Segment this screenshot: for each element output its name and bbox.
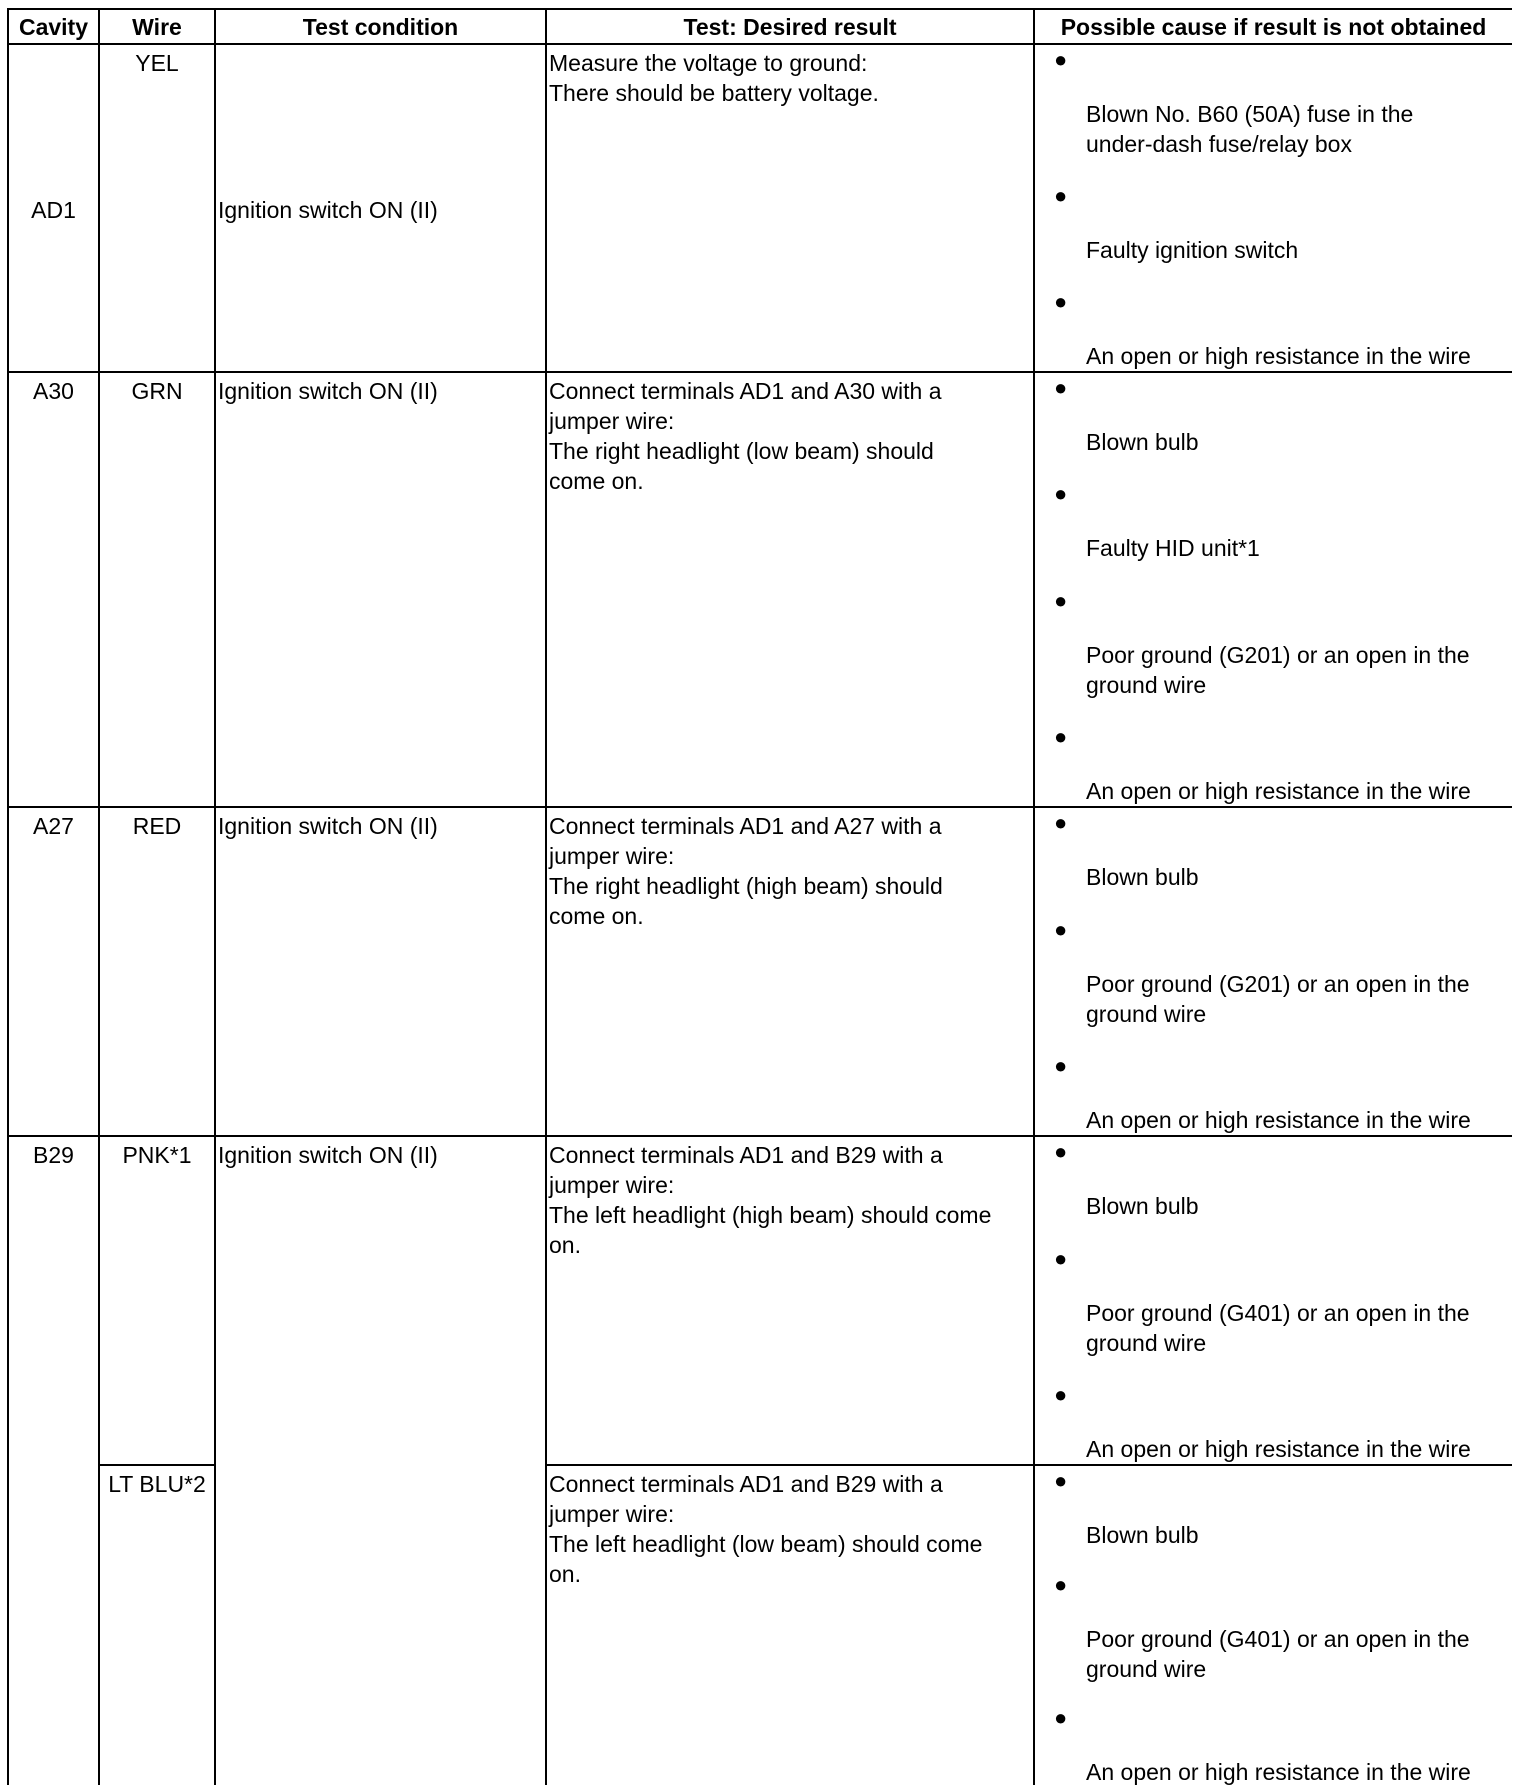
cause-line: An open or high resistance in the wire <box>1086 1759 1471 1785</box>
bullet-dot-icon: ● <box>1054 289 1068 314</box>
cause-text <box>1035 509 1512 563</box>
result-line: Connect terminals AD1 and A30 with a <box>549 378 942 404</box>
result-line: come on. <box>549 468 644 494</box>
result-cell <box>546 1136 1034 1465</box>
result-line: Connect terminals AD1 and B29 with a <box>549 1471 943 1497</box>
result-line: The left headlight (low beam) should come <box>549 1531 983 1557</box>
cause-item <box>1035 1137 1512 1221</box>
result-cell <box>546 372 1034 807</box>
cause-text <box>1035 75 1512 159</box>
result-line: Measure the voltage to ground: <box>549 50 868 76</box>
cause-line: ground wire <box>1086 1329 1207 1356</box>
cause-line: Poor ground (G401) or an open in the <box>1086 1625 1470 1652</box>
bullet-dot-icon: ● <box>1054 1468 1068 1493</box>
cause-line: ground wire <box>1086 1000 1207 1027</box>
bullet-dot-icon: ● <box>1054 375 1068 400</box>
headlight-test-table <box>7 8 1512 1785</box>
cause-text <box>1035 1274 1512 1358</box>
cause-list <box>1035 373 1512 806</box>
bullet-dot-icon: ● <box>1054 1245 1068 1271</box>
cause-text <box>1035 403 1512 457</box>
condition-cell: Ignition switch ON (II) <box>215 372 546 807</box>
cause-line: ground wire <box>1086 1655 1207 1682</box>
result-line: The right headlight (low beam) should <box>549 438 934 464</box>
table-row <box>8 44 1512 372</box>
bullet-dot-icon: ● <box>1054 183 1068 208</box>
wire-cell: LT BLU*2 <box>99 1465 215 1785</box>
result-line: Connect terminals AD1 and A27 with a <box>549 813 942 839</box>
bullet-dot-icon: ● <box>1054 1382 1068 1407</box>
wire-cell: YEL <box>99 44 215 372</box>
result-cell <box>546 1465 1034 1785</box>
causes-cell <box>1034 807 1512 1136</box>
cavity-cell: A27 <box>8 807 99 1136</box>
header-cavity: Cavity <box>8 9 99 44</box>
condition-cell: Ignition switch ON (II) <box>215 44 546 372</box>
cause-line: An open or high resistance in the wire <box>1086 777 1471 804</box>
cause-text <box>1035 211 1512 265</box>
result-line: on. <box>549 1561 581 1587</box>
bullet-dot-icon: ● <box>1054 587 1068 613</box>
cause-list <box>1035 808 1512 1135</box>
cause-text <box>1035 317 1512 371</box>
cause-text <box>1035 616 1512 700</box>
cause-item <box>1035 586 1512 700</box>
cause-item <box>1035 373 1512 457</box>
result-line: Connect terminals AD1 and B29 with a <box>549 1142 943 1168</box>
cause-item <box>1035 1380 1512 1464</box>
bullet-dot-icon: ● <box>1054 47 1068 72</box>
result-cell <box>546 44 1034 372</box>
cause-text <box>1035 752 1512 806</box>
table-row <box>8 807 1512 1136</box>
cause-text <box>1035 1410 1512 1464</box>
bullet-dot-icon: ● <box>1054 1053 1068 1078</box>
result-line: jumper wire: <box>549 843 675 869</box>
cause-text <box>1035 1167 1512 1221</box>
cause-item <box>1035 1051 1512 1135</box>
table-row <box>8 1136 1512 1465</box>
bullet-dot-icon: ● <box>1054 810 1068 835</box>
cause-text <box>1035 838 1512 892</box>
causes-cell <box>1034 1136 1512 1465</box>
header-test-condition: Test condition <box>215 9 546 44</box>
result-cell <box>546 807 1034 1136</box>
result-line: on. <box>549 1232 581 1258</box>
wire-cell: PNK*1 <box>99 1136 215 1465</box>
cause-line: An open or high resistance in the wire <box>1086 343 1471 369</box>
header-wire: Wire <box>99 9 215 44</box>
cause-text <box>1035 945 1512 1029</box>
cause-line: Blown No. B60 (50A) fuse in the <box>1086 101 1414 127</box>
result-line: The right headlight (high beam) should <box>549 873 943 899</box>
cause-line: under-dash fuse/relay box <box>1086 131 1352 157</box>
cause-line: Blown bulb <box>1086 1193 1199 1219</box>
cause-item <box>1035 181 1512 265</box>
bullet-dot-icon: ● <box>1054 1571 1068 1597</box>
cause-item <box>1035 1703 1512 1785</box>
result-line: There should be battery voltage. <box>549 80 879 106</box>
cause-line: Poor ground (G201) or an open in the <box>1086 970 1470 997</box>
cause-line: Faulty HID unit*1 <box>1086 535 1260 562</box>
cause-list <box>1035 1466 1512 1785</box>
cause-line: Poor ground (G401) or an open in the <box>1086 1299 1470 1326</box>
condition-cell: Ignition switch ON (II) <box>215 807 546 1136</box>
cause-item <box>1035 1244 1512 1358</box>
cause-line: An open or high resistance in the wire <box>1086 1436 1471 1462</box>
cavity-cell: A30 <box>8 372 99 807</box>
cause-item <box>1035 915 1512 1029</box>
cause-item <box>1035 45 1512 159</box>
cause-item <box>1035 808 1512 892</box>
test-table-sheet <box>7 8 1512 1785</box>
result-line: jumper wire: <box>549 1172 675 1198</box>
table-row <box>8 372 1512 807</box>
causes-cell <box>1034 372 1512 807</box>
causes-cell <box>1034 44 1512 372</box>
cause-line: ground wire <box>1086 671 1207 698</box>
causes-cell <box>1034 1465 1512 1785</box>
cause-item <box>1035 1466 1512 1550</box>
bullet-dot-icon: ● <box>1054 481 1068 507</box>
cause-line: Blown bulb <box>1086 864 1199 890</box>
cavity-cell: AD1 <box>8 44 99 372</box>
bullet-dot-icon: ● <box>1054 1705 1068 1730</box>
cause-line: Faulty ignition switch <box>1086 237 1299 263</box>
bullet-dot-icon: ● <box>1054 723 1068 749</box>
header-desired-result: Test: Desired result <box>546 9 1034 44</box>
cause-item <box>1035 287 1512 371</box>
result-line: jumper wire: <box>549 408 675 434</box>
result-line: The left headlight (high beam) should come <box>549 1202 992 1228</box>
result-line: jumper wire: <box>549 1501 675 1527</box>
bullet-dot-icon: ● <box>1054 916 1068 942</box>
cause-list <box>1035 45 1512 371</box>
cause-item <box>1035 479 1512 563</box>
header-possible-cause: Possible cause if result is not obtained <box>1034 9 1512 44</box>
cause-line: Blown bulb <box>1086 1522 1199 1548</box>
wire-cell: GRN <box>99 372 215 807</box>
wire-cell: RED <box>99 807 215 1136</box>
table-header-row <box>8 9 1512 44</box>
cause-text <box>1035 1600 1512 1684</box>
result-line: come on. <box>549 903 644 929</box>
cause-list <box>1035 1137 1512 1464</box>
cause-item <box>1035 1570 1512 1684</box>
cause-line: Blown bulb <box>1086 429 1199 455</box>
bullet-dot-icon: ● <box>1054 1139 1068 1164</box>
cavity-cell: B29 <box>8 1136 99 1785</box>
condition-cell: Ignition switch ON (II) <box>215 1136 546 1785</box>
cause-line: An open or high resistance in the wire <box>1086 1107 1471 1133</box>
cause-text <box>1035 1496 1512 1550</box>
cause-text <box>1035 1733 1512 1785</box>
cause-item <box>1035 722 1512 806</box>
cause-line: Poor ground (G201) or an open in the <box>1086 641 1470 668</box>
cause-text <box>1035 1081 1512 1135</box>
